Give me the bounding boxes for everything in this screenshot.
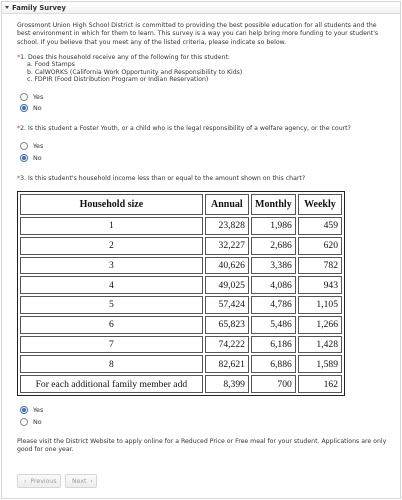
previous-button[interactable] xyxy=(17,474,61,488)
q2-yes-label[interactable]: Yes xyxy=(33,141,44,150)
q1-yes-option[interactable] xyxy=(20,92,43,101)
monthly-cell: 4,086 xyxy=(251,276,296,294)
annual-cell: 65,823 xyxy=(205,316,249,334)
monthly-cell: 5,486 xyxy=(251,316,296,334)
column-header: Household size xyxy=(20,194,203,215)
q1-no-label[interactable]: No xyxy=(33,103,42,112)
monthly-cell: 4,786 xyxy=(251,296,296,314)
annual-cell: 57,424 xyxy=(205,296,249,314)
table-row xyxy=(20,336,342,354)
required-marker: * xyxy=(17,175,21,182)
panel-header[interactable] xyxy=(2,2,400,14)
annual-cell: 49,025 xyxy=(205,276,249,294)
panel-title: Family Survey xyxy=(12,3,66,12)
household-size-cell: 1 xyxy=(20,217,203,235)
question-1-item: a. Food Stamps xyxy=(27,61,75,69)
weekly-cell: 1,105 xyxy=(298,296,342,314)
column-header: Annual xyxy=(205,194,249,215)
q3-no-radio[interactable] xyxy=(20,418,28,426)
weekly-cell: 1,589 xyxy=(298,355,342,373)
weekly-cell: 782 xyxy=(298,257,342,275)
weekly-cell: 1,266 xyxy=(298,316,342,334)
household-size-cell: 6 xyxy=(20,316,203,334)
table-row xyxy=(20,296,342,314)
question-3-text: 3. Is this student's household income less than or equal to the amount shown on this chart? xyxy=(20,175,306,182)
monthly-cell: 700 xyxy=(251,375,296,393)
annual-cell: 32,227 xyxy=(205,237,249,255)
weekly-cell: 943 xyxy=(298,276,342,294)
q3-no-label[interactable]: No xyxy=(33,417,42,426)
household-size-cell: 5 xyxy=(20,296,203,314)
required-marker: * xyxy=(17,125,21,132)
annual-cell: 82,621 xyxy=(205,355,249,373)
question-3 xyxy=(17,175,387,182)
next-label: Next xyxy=(72,477,87,485)
table-row xyxy=(20,375,342,393)
weekly-cell: 620 xyxy=(298,237,342,255)
household-size-cell: 8 xyxy=(20,355,203,373)
table-header-row xyxy=(20,194,342,215)
monthly-cell: 2,686 xyxy=(251,237,296,255)
monthly-cell: 1,986 xyxy=(251,217,296,235)
table-row xyxy=(20,316,342,334)
question-1 xyxy=(17,54,387,83)
required-marker: * xyxy=(17,54,21,61)
additional-member-cell: For each additional family member add xyxy=(20,375,203,393)
question-1-item: b. CalWORKS (California Work Opportunity and Responsibility to Kids) xyxy=(27,68,243,76)
question-1-item: c. FDPIR (Food Distribution Program or Indian Reservation) xyxy=(27,75,209,83)
annual-cell: 74,222 xyxy=(205,336,249,354)
weekly-cell: 1,428 xyxy=(298,336,342,354)
navigation-buttons xyxy=(17,474,97,488)
household-size-cell: 4 xyxy=(20,276,203,294)
monthly-cell: 6,186 xyxy=(251,336,296,354)
weekly-cell: 162 xyxy=(298,375,342,393)
question-2-text: 2. Is this student a Foster Youth, or a child who is the legal responsibility of a welfare agency, or the court? xyxy=(20,125,351,132)
q2-no-label[interactable]: No xyxy=(33,153,42,162)
q1-yes-radio[interactable] xyxy=(20,93,28,101)
table-row xyxy=(20,257,342,275)
q2-no-option[interactable] xyxy=(20,153,42,162)
chevron-left-icon: ‹ xyxy=(24,477,27,485)
previous-label: Previous xyxy=(30,477,57,485)
table-row xyxy=(20,276,342,294)
q3-yes-option[interactable] xyxy=(20,405,43,414)
q2-no-radio[interactable] xyxy=(20,154,28,162)
q3-no-option[interactable] xyxy=(20,417,42,426)
household-size-cell: 7 xyxy=(20,336,203,354)
question-1-text: 1. Does this household receive any of the following for this student: xyxy=(20,54,230,61)
household-size-cell: 3 xyxy=(20,257,203,275)
survey-intro-text: Grossmont Union High School District is committed to providing the best possible education for all students and the best environment in which for them to learn. This survey is a way you can help bring more funding to your student's school. If you believe that you meet any of the listed criteria, please indicate so below. xyxy=(17,22,379,46)
q2-yes-radio[interactable] xyxy=(20,142,28,150)
q2-yes-option[interactable] xyxy=(20,141,43,150)
chevron-right-icon: › xyxy=(90,477,93,485)
collapse-caret-icon[interactable] xyxy=(5,6,9,9)
annual-cell: 23,828 xyxy=(205,217,249,235)
q1-yes-label[interactable]: Yes xyxy=(33,92,44,101)
q1-no-radio[interactable] xyxy=(20,104,28,112)
table-row xyxy=(20,217,342,235)
household-size-cell: 2 xyxy=(20,237,203,255)
annual-cell: 8,399 xyxy=(205,375,249,393)
district-website-note: Please visit the District Website to apply online for a Reduced Price or Free meal for your student. Applications are only good for one year. xyxy=(17,438,387,454)
monthly-cell: 3,386 xyxy=(251,257,296,275)
table-row xyxy=(20,237,342,255)
q3-yes-radio[interactable] xyxy=(20,406,28,414)
q1-no-option[interactable] xyxy=(20,103,42,112)
q3-yes-label[interactable]: Yes xyxy=(33,405,44,414)
table-row xyxy=(20,355,342,373)
weekly-cell: 459 xyxy=(298,217,342,235)
income-chart-table xyxy=(17,191,345,396)
question-2 xyxy=(17,125,387,132)
column-header: Monthly xyxy=(251,194,296,215)
next-button[interactable] xyxy=(65,474,97,488)
column-header: Weekly xyxy=(298,194,342,215)
annual-cell: 40,626 xyxy=(205,257,249,275)
monthly-cell: 6,886 xyxy=(251,355,296,373)
